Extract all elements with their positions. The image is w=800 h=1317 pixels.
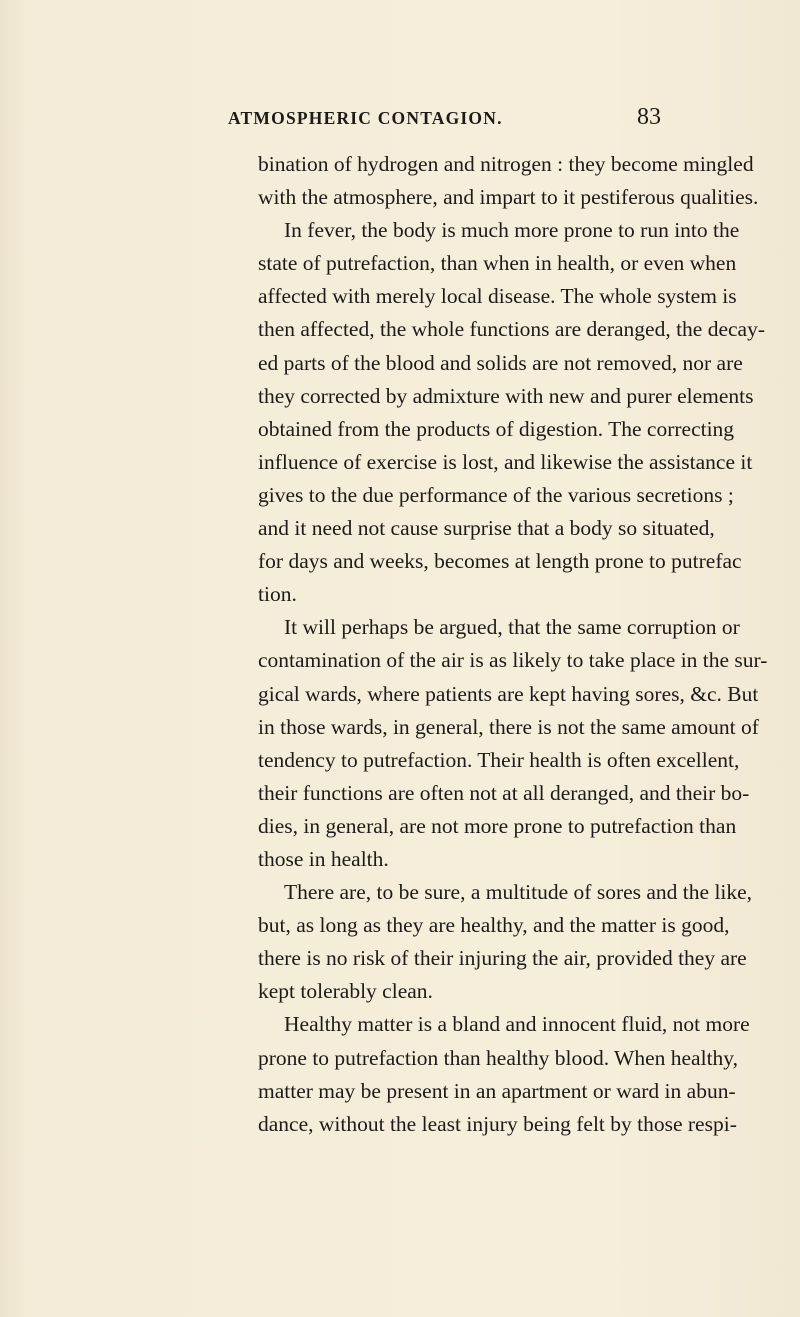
text-line: dies, in general, are not more prone to putrefaction than [258,813,737,838]
page-number: 83 [637,104,661,130]
text-line: ed parts of the blood and solids are not removed, nor are [258,350,743,375]
paragraph-start-line: Healthy matter is a bland and innocent fluid, not more [284,1012,750,1037]
text-line: there is no risk of their injuring the air, provided they are [258,946,747,971]
paragraph-end-line: tion. [258,582,297,607]
text-line: matter may be present in an apartment or ward in abun- [258,1078,736,1103]
text-line: with the atmosphere, and impart to it pestiferous qualities. [258,185,759,210]
text-line: gives to the due performance of the various secretions ; [258,482,734,507]
text-line: they corrected by admixture with new and purer elements [258,383,754,408]
body-text [258,148,768,1141]
running-title: ATMOSPHERIC CONTAGION. [228,108,503,128]
paragraph-start-line: There are, to be sure, a multitude of sores and the like, [284,880,753,905]
text-line: their functions are often not at all deranged, and their bo- [258,780,750,805]
paragraph-end-line: kept tolerably clean. [258,979,433,1004]
text-line: influence of exercise is lost, and likewise the assistance it [258,449,753,474]
page-header [0,104,800,138]
text-line: and it need not cause surprise that a body so situated, [258,516,715,541]
paragraph-start-line: In fever, the body is much more prone to run into the [284,218,740,243]
text-line: affected with merely local disease. The whole system is [258,284,737,309]
text-line: for days and weeks, becomes at length prone to putrefac [258,549,742,574]
text-line: then affected, the whole functions are deranged, the decay- [258,317,766,342]
text-line: but, as long as they are healthy, and the matter is good, [258,913,730,938]
text-line: obtained from the products of digestion. The correcting [258,416,735,441]
paragraph-start-line: It will perhaps be argued, that the same corruption or [284,615,740,640]
paragraph-end-line: those in health. [258,846,389,871]
text-line: dance, without the least injury being felt by those respi- [258,1111,737,1136]
text-line: prone to putrefaction than healthy blood. When healthy, [258,1045,739,1070]
text-line: bination of hydrogen and nitrogen : they become mingled [258,152,754,176]
text-line: in those wards, in general, there is not the same amount of [258,714,759,739]
text-line: contamination of the air is as likely to take place in the sur- [258,648,768,673]
text-line: tendency to putrefaction. Their health is often excellent, [258,747,740,772]
text-line: gical wards, where patients are kept having sores, &c. But [258,681,759,706]
text-line: state of putrefaction, than when in health, or even when [258,251,737,276]
